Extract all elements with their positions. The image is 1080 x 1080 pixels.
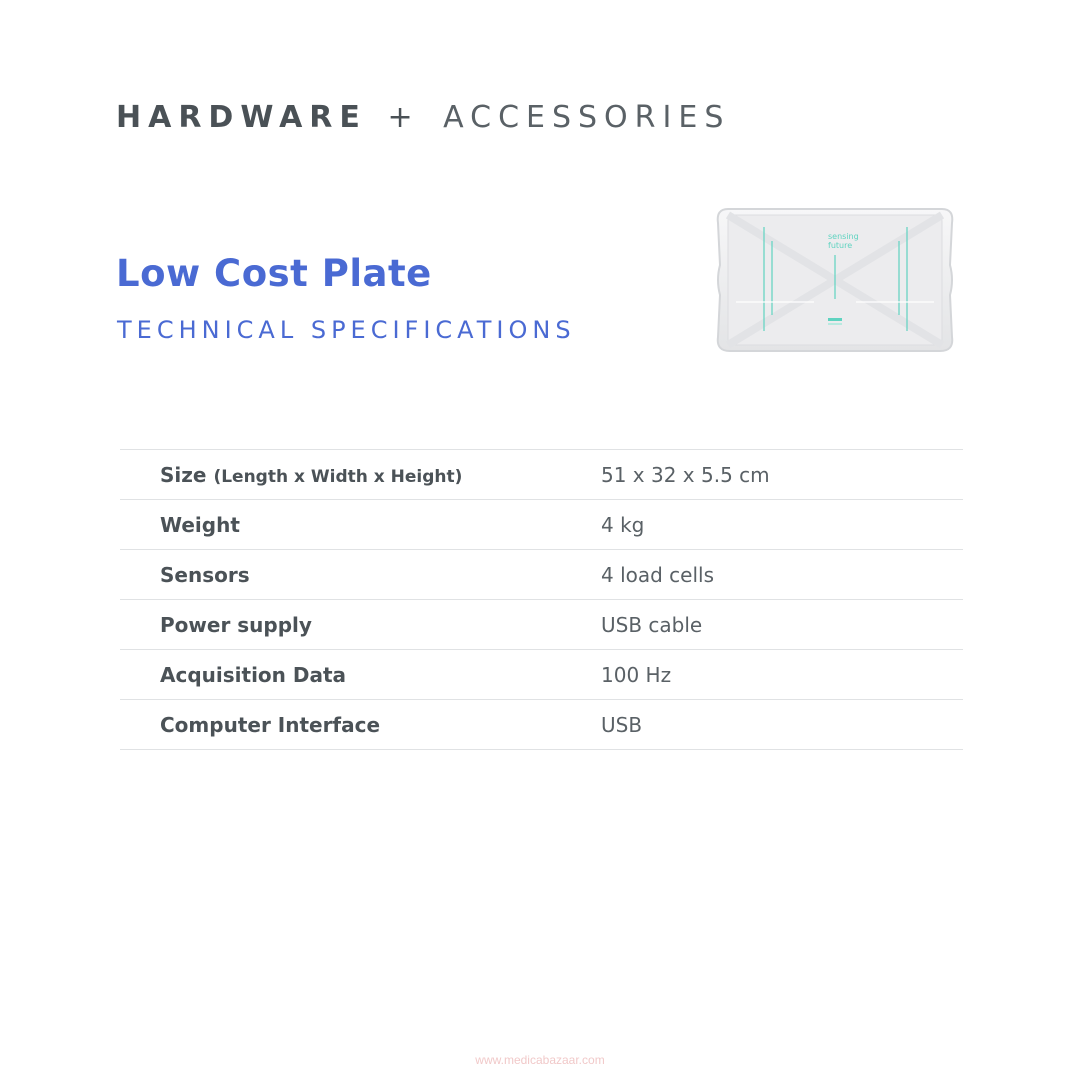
- plate-logo-text-1: sensing: [828, 232, 859, 241]
- header-light-word: ACCESSORIES: [443, 100, 731, 135]
- spec-label-text: Power supply: [160, 612, 312, 637]
- spec-label: [160, 613, 312, 637]
- spec-label: [160, 563, 250, 587]
- product-title: Low Cost Plate: [116, 252, 432, 295]
- spec-value: USB: [601, 712, 643, 737]
- spec-label-text: Weight: [160, 512, 240, 537]
- spec-label-text: Size: [160, 462, 207, 487]
- product-subtitle: TECHNICAL SPECIFICATIONS: [117, 316, 576, 344]
- plate-logo-text-2: future: [828, 241, 853, 250]
- spec-label-text: Computer Interface: [160, 712, 381, 737]
- spec-row: [120, 500, 963, 550]
- header-plus: +: [387, 100, 413, 135]
- spec-label: [160, 713, 380, 737]
- spec-value: 51 x 32 x 5.5 cm: [601, 462, 770, 487]
- spec-row: [120, 700, 963, 750]
- spec-label: [160, 513, 240, 537]
- spec-label-note: (Length x Width x Height): [213, 466, 463, 487]
- spec-label: [160, 463, 462, 487]
- section-header: [116, 100, 730, 135]
- spec-row: [120, 600, 963, 650]
- spec-value: 4 load cells: [601, 562, 715, 587]
- spec-row: [120, 450, 963, 500]
- spec-row: [120, 650, 963, 700]
- spec-label-text: Sensors: [160, 562, 250, 587]
- spec-label: [160, 663, 346, 687]
- header-bold-word: HARDWARE: [116, 100, 367, 135]
- spec-value: USB cable: [601, 612, 703, 637]
- watermark: www.medicabazaar.com: [475, 1053, 605, 1067]
- spec-value: 100 Hz: [601, 662, 672, 687]
- spec-row: [120, 550, 963, 600]
- specifications-table: [120, 449, 963, 750]
- balance-plate-image: [714, 205, 956, 355]
- spec-value: 4 kg: [601, 512, 645, 537]
- spec-label-text: Acquisition Data: [160, 662, 347, 687]
